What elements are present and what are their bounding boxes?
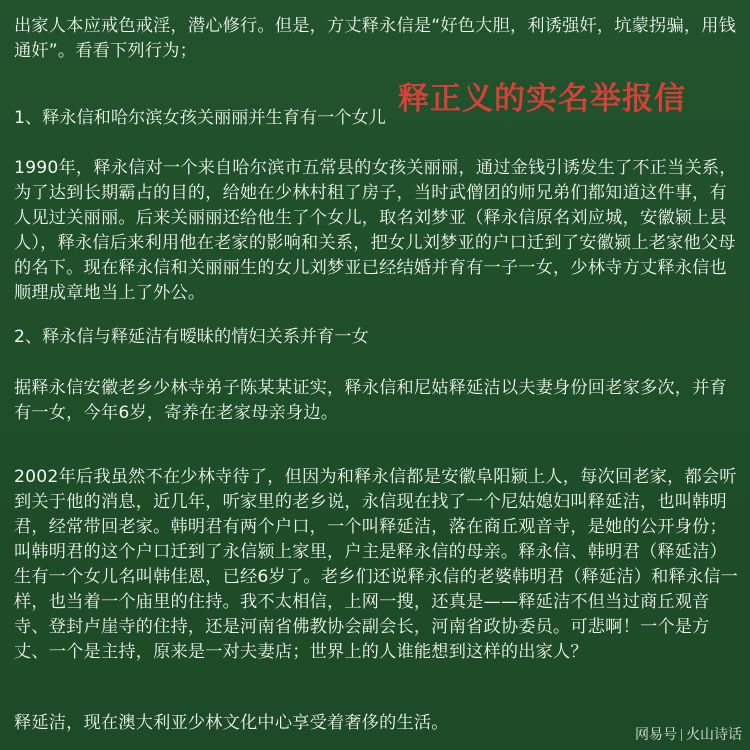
watermark-author: 火山诗话 — [686, 727, 742, 743]
watermark-divider — [681, 729, 682, 741]
section-2-paragraph: 据释永信安徽老乡少林寺弟子陈某某证实，释永信和尼姑释延洁以夫妻身份回老家多次，并育有一女，今年6岁，寄养在老家母亲身边。 — [14, 378, 727, 423]
intro-paragraph: 出家人本应戒色戒淫，潜心修行。但是，方丈释永信是“好色大胆，利诱强奸，坑蒙拐骗，用钱通奸”。看看下列行为； — [14, 16, 736, 61]
report-letter-stamp: 释正义的实名举报信 — [398, 81, 686, 117]
closing-paragraph: 释延洁，现在澳大利亚少林文化中心享受着奢侈的生活。 — [14, 713, 449, 733]
watermark — [635, 726, 742, 744]
section-1-paragraph: 1990年，释永信对一个来自哈尔滨市五常县的女孩关丽丽，通过金钱引诱发生了不正当关系，为了达到长期霸占的目的，给她在少林村租了房子，当时武僧团的师兄弟们都知道这件事，有人见过关丽丽。后来关丽丽还给他生了个女儿，取名刘梦亚（释永信原名刘应城，安徽颍上县人），释永信后来利用他在老家的影响和关系，把女儿刘梦亚的户口迁到了安徽颍上老家他父母的名下。现在释永信和关丽丽生的女儿刘梦亚已经结婚并育有一子一女，少林寺方丈释永信也顺理成章地当上了外公。 — [14, 158, 737, 303]
section-heading-2: 2、释永信与释延洁有暧昧的情妇关系并育一女 — [14, 327, 369, 347]
section-3-paragraph: 2002年后我虽然不在少林寺待了，但因为和释永信都是安徽阜阳颍上人，每次回老家，都会听到关于他的消息，近几年，听家里的老乡说，永信现在找了一个尼姑媳妇叫释延洁，也叫韩明君，经常带回老家。韩明君有两个户口，一个叫释延洁，落在商丘观音寺，是她的公开身份；叫韩明君的这个户口迁到了永信颍上家里，户主是释永信的母亲。释永信、韩明君（释延洁）生有一个女儿名叫韩佳恩，已经6岁了。老乡们还说释永信的老婆韩明君（释延洁）和释永信一样，也当着一个庙里的住持。我不太相信，上网一搜，还真是——释延洁不但当过商丘观音寺、登封卢崖寺的住持，还是河南省佛教协会副会长，河南省政协委员。可悲啊！一个是方丈、一个是主持，原来是一对夫妻店；世界上的人谁能想到这样的出家人？ — [14, 467, 739, 662]
watermark-source: 网易号 — [635, 727, 677, 743]
section-heading-1: 1、释永信和哈尔滨女孩关丽丽并生育有一个女儿 — [14, 108, 386, 128]
